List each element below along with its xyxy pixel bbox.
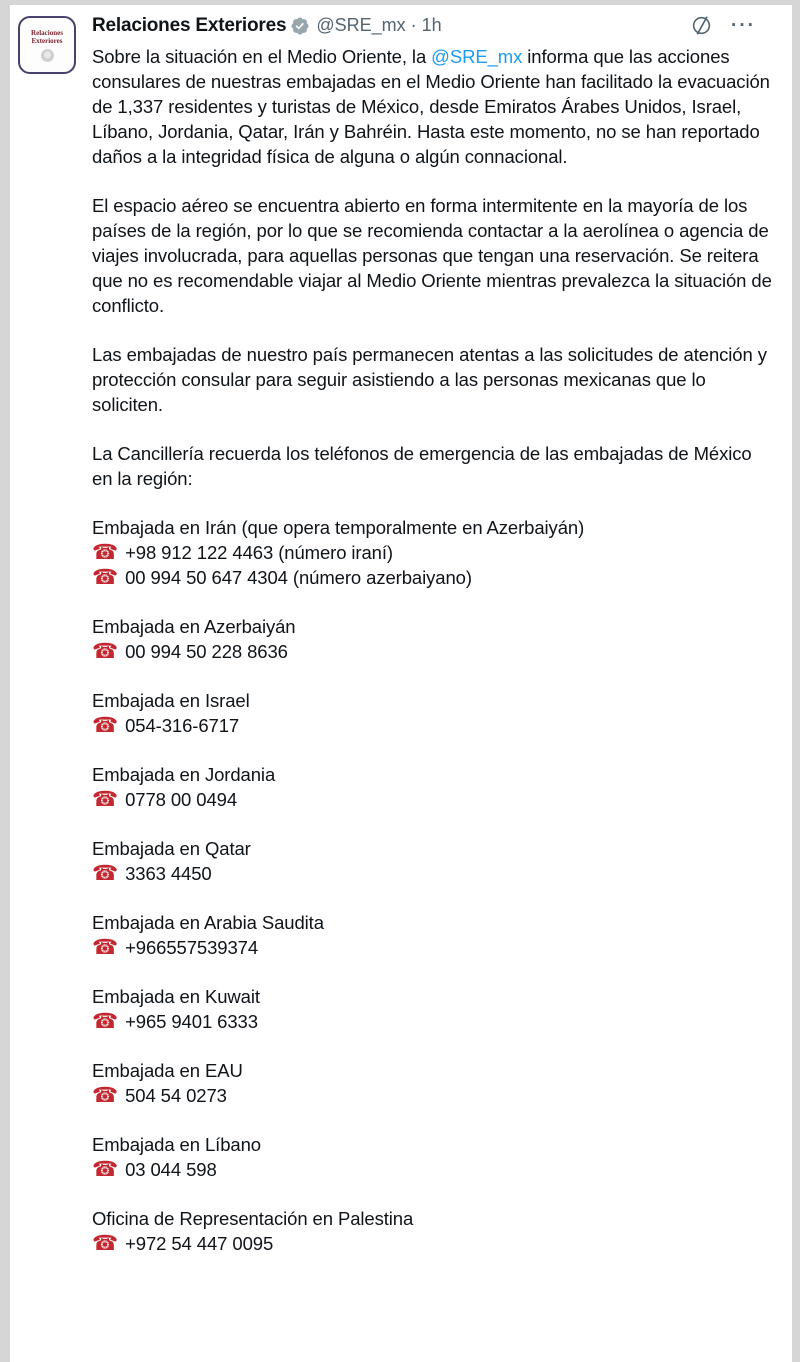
- tweet-header: [92, 14, 778, 37]
- embassy-phones: [92, 1083, 774, 1108]
- phone-line: [92, 713, 774, 738]
- phone-line: [92, 565, 774, 590]
- tweet-card: [10, 5, 792, 1362]
- telephone-icon: ☎: [92, 541, 119, 564]
- embassy-section: [92, 836, 774, 886]
- phone-number: +98 912 122 4463 (número iraní): [125, 542, 393, 563]
- embassy-title: Embajada en Kuwait: [92, 986, 260, 1007]
- timestamp[interactable]: 1h: [421, 15, 442, 35]
- telephone-icon: ☎: [92, 1232, 119, 1255]
- embassy-title: Embajada en Jordania: [92, 764, 276, 785]
- embassy-title: Embajada en Azerbaiyán: [92, 616, 296, 637]
- phone-line: [92, 1231, 774, 1256]
- embassy-section: [92, 515, 774, 590]
- telephone-icon: ☎: [92, 640, 119, 663]
- header-actions: [690, 14, 778, 37]
- grok-icon: [690, 14, 713, 37]
- paragraph-4: La Cancillería recuerda los teléfonos de emergencia de las embajadas de México en la región:: [92, 443, 752, 489]
- more-icon[interactable]: ···: [731, 14, 756, 36]
- paragraph-1: [92, 44, 774, 169]
- embassy-phones: [92, 713, 774, 738]
- phone-line: [92, 787, 774, 812]
- embassy-title: Embajada en Irán (que opera temporalmente en Azerbaiyán): [92, 517, 585, 538]
- author-handle[interactable]: @SRE_mx: [316, 15, 406, 35]
- embassy-section: [92, 1058, 774, 1108]
- embassy-section: [92, 762, 774, 812]
- embassy-title: Embajada en Líbano: [92, 1134, 261, 1155]
- telephone-icon: ☎: [92, 1010, 119, 1033]
- phone-line: [92, 861, 774, 886]
- author-name[interactable]: Relaciones Exteriores: [92, 14, 287, 36]
- phone-line: [92, 540, 774, 565]
- phone-line: [92, 935, 774, 960]
- embassy-section: [92, 1206, 774, 1256]
- embassy-section: [92, 984, 774, 1034]
- phone-number: 054-316-6717: [125, 715, 240, 736]
- telephone-icon: ☎: [92, 862, 119, 885]
- avatar-emblem-icon: [41, 49, 54, 62]
- mention-link[interactable]: @SRE_mx: [431, 46, 523, 67]
- embassy-section: [92, 1132, 774, 1182]
- separator-dot: ·: [410, 15, 417, 35]
- embassy-section: [92, 614, 774, 664]
- embassy-section: [92, 910, 774, 960]
- embassy-phones: [92, 1157, 774, 1182]
- embassy-phones: [92, 540, 774, 590]
- telephone-icon: ☎: [92, 566, 119, 589]
- telephone-icon: ☎: [92, 936, 119, 959]
- embassy-title: Embajada en Israel: [92, 690, 250, 711]
- tweet-content: [92, 13, 778, 1256]
- tweet-body: [92, 44, 774, 1256]
- embassy-title: Embajada en Arabia Saudita: [92, 912, 324, 933]
- phone-number: +972 54 447 0095: [125, 1233, 274, 1254]
- verified-badge-icon: [290, 16, 310, 36]
- embassy-phones: [92, 639, 774, 664]
- paragraph-2: El espacio aéreo se encuentra abierto en forma intermitente en la mayoría de los países de la región, por lo que se recomienda contactar a la aerolínea o agencia de viajes involucrada, para aquellas personas que tengan una reservación. Se reitera que no es recomendable viajar al Medio Oriente mientras prevalezca la situación de conflicto.: [92, 195, 772, 316]
- p1-text-before: Sobre la situación en el Medio Oriente, la: [92, 46, 432, 67]
- phone-number: 0778 00 0494: [125, 789, 238, 810]
- paragraph-3: Las embajadas de nuestro país permanecen atentas a las solicitudes de atención y protección consular para seguir asistiendo a las personas mexicanas que lo soliciten.: [92, 344, 767, 415]
- telephone-icon: ☎: [92, 1158, 119, 1181]
- avatar-logo: Relaciones Exteriores: [31, 28, 63, 45]
- phone-line: [92, 1083, 774, 1108]
- embassy-phones: [92, 935, 774, 960]
- phone-number: +965 9401 6333: [125, 1011, 258, 1032]
- phone-number: 03 044 598: [125, 1159, 217, 1180]
- phone-number: +966557539374: [125, 937, 259, 958]
- embassy-title: Oficina de Representación en Palestina: [92, 1208, 414, 1229]
- embassy-list: [92, 515, 774, 1256]
- embassy-phones: [92, 1009, 774, 1034]
- phone-line: [92, 1157, 774, 1182]
- telephone-icon: ☎: [92, 788, 119, 811]
- phone-line: [92, 639, 774, 664]
- telephone-icon: ☎: [92, 714, 119, 737]
- embassy-phones: [92, 787, 774, 812]
- phone-number: 3363 4450: [125, 863, 212, 884]
- avatar[interactable]: [18, 16, 76, 74]
- phone-number: 00 994 50 647 4304 (número azerbaiyano): [125, 567, 472, 588]
- phone-number: 00 994 50 228 8636: [125, 641, 288, 662]
- grok-actions-button[interactable]: [690, 14, 713, 37]
- embassy-title: Embajada en EAU: [92, 1060, 243, 1081]
- phone-number: 504 54 0273: [125, 1085, 227, 1106]
- telephone-icon: ☎: [92, 1084, 119, 1107]
- embassy-title: Embajada en Qatar: [92, 838, 251, 859]
- embassy-phones: [92, 1231, 774, 1256]
- embassy-phones: [92, 861, 774, 886]
- p1-text-after: informa que las acciones consulares de nuestras embajadas en el Medio Oriente han facilitado la evacuación de 1,337 residentes y turistas de México, desde Emiratos Árabes Unidos, Israel, Líbano, Jordania, Qatar, Irán y Bahréin. Hasta este momento, no se han reportado daños a la integridad física de alguna o algún connacional.: [92, 46, 770, 167]
- embassy-section: [92, 688, 774, 738]
- phone-line: [92, 1009, 774, 1034]
- tweet: [18, 13, 778, 1256]
